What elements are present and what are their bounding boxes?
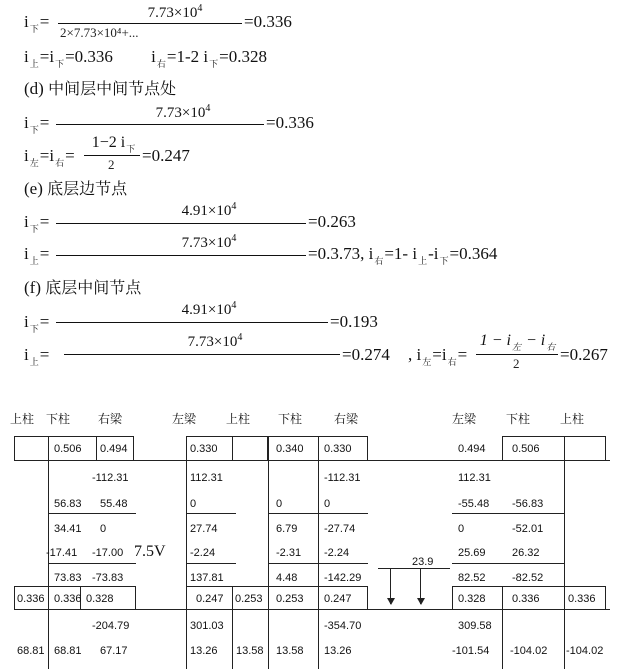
result-8: =0.3.73, $i_右=1-$ $i_上-i_下=0.364$ — [308, 244, 498, 266]
fraction-bar-11 — [64, 354, 340, 355]
divider — [564, 436, 565, 461]
divider — [318, 586, 319, 610]
underline — [48, 563, 136, 564]
end-moment-cell: -82.52 — [512, 572, 544, 584]
redist-cell: -17.41 — [46, 547, 78, 559]
numerator-10: $4.91\times 10^4$ — [181, 300, 237, 318]
underline — [452, 563, 564, 564]
fem-cell: -112.31 — [92, 472, 129, 484]
fem-cell: 301.03 — [190, 620, 224, 632]
column-line — [564, 610, 565, 669]
divider — [48, 436, 49, 461]
end-moment-cell: 4.48 — [276, 572, 298, 584]
dist-cell: 0 — [190, 498, 197, 510]
column-line — [318, 610, 319, 669]
df-cell: 0.330 — [190, 443, 218, 455]
dist-cell: 13.58 — [236, 645, 264, 657]
fraction-bar-1 — [58, 23, 242, 24]
df-cell: 0.253 — [276, 593, 304, 605]
numerator-7: $4.91\times 10^4$ — [181, 201, 237, 219]
df-cell: 0.336 — [568, 593, 596, 605]
divider — [232, 586, 233, 610]
df-cell: 0.336 — [512, 593, 540, 605]
section-f-heading: (f) 底层中间节点 — [24, 278, 142, 297]
load-line — [378, 568, 450, 569]
column-line — [48, 461, 49, 586]
df-cell: 0.328 — [86, 593, 114, 605]
beam-line-bottom — [14, 609, 610, 610]
column-line — [186, 461, 187, 586]
fem-cell: 309.58 — [458, 620, 492, 632]
divider — [268, 586, 269, 610]
divider — [564, 586, 565, 610]
carry-cell: -27.74 — [324, 523, 356, 535]
header-upper-column-3: 上柱 — [560, 412, 585, 426]
df-cell: 0.506 — [512, 443, 540, 455]
df-cell: 0.336 — [17, 593, 45, 605]
formula-line-1: $i_下=$ — [24, 12, 50, 34]
end-moment-cell: -73.83 — [92, 572, 124, 584]
fraction-bar-4 — [56, 124, 264, 125]
formula-line-8: $i_上=$ — [24, 244, 50, 266]
dist-cell: 56.83 — [54, 498, 82, 510]
underline — [48, 513, 136, 514]
divider — [96, 436, 97, 461]
header-lower-column-3: 下柱 — [506, 412, 531, 426]
result-11b: =0.267 — [560, 345, 608, 364]
section-e-heading: (e) 底层边节点 — [24, 179, 128, 198]
result-7: =0.263 — [308, 212, 356, 231]
load-arrow-right — [420, 568, 421, 604]
redist-cell: -2.31 — [276, 547, 302, 559]
load-value: 23.9 — [412, 556, 434, 568]
result-11b-lhs: , $i_左=i_右=$ — [408, 345, 468, 367]
dist-cell: 68.81 — [17, 645, 45, 657]
df-cell: 0.494 — [100, 443, 128, 455]
carry-cell: 34.41 — [54, 523, 82, 535]
divider — [502, 586, 503, 610]
fem-cell: -204.79 — [92, 620, 130, 632]
dist-cell: 0 — [324, 498, 331, 510]
fraction-bar-7 — [56, 223, 306, 224]
denominator-5-cropped: 2 — [108, 157, 115, 172]
column-line — [318, 461, 319, 586]
column-line — [502, 610, 503, 669]
numerator-4: $7.73\times 10^4$ — [155, 103, 211, 121]
formula-line-7: $i_下=$ — [24, 212, 50, 234]
carry-cell: 6.79 — [276, 523, 298, 535]
section-d-heading: (d) 中间层中间节点处 — [24, 79, 177, 98]
carry-cell: -52.01 — [512, 523, 544, 535]
result-5: =0.247 — [142, 146, 190, 165]
divider — [318, 436, 319, 461]
header-right-beam-1: 右梁 — [98, 412, 123, 426]
end-moment-cell: -142.29 — [324, 572, 362, 584]
fem-cell: -112.31 — [324, 472, 361, 484]
dist-cell: 55.48 — [100, 498, 128, 510]
df-cell: 0.247 — [324, 593, 352, 605]
fraction-bar-8 — [56, 255, 306, 256]
dist-cell: 13.26 — [190, 645, 218, 657]
fem-cell: 112.31 — [458, 472, 491, 484]
redist-cell: 25.69 — [458, 547, 486, 559]
column-line — [186, 610, 187, 669]
fraction-bar-10 — [56, 322, 328, 323]
result-1: =0.336 — [244, 12, 292, 31]
column-line — [48, 610, 49, 669]
header-upper-column-2: 上柱 — [226, 412, 251, 426]
header-left-beam-3: 左梁 — [452, 412, 477, 426]
end-moment-cell: 137.81 — [190, 572, 224, 584]
divider — [48, 586, 49, 610]
dist-cell: -55.48 — [458, 498, 490, 510]
header-lower-column-1: 下柱 — [46, 412, 71, 426]
end-moment-cell: 82.52 — [458, 572, 486, 584]
df-cell: 0.253 — [235, 593, 263, 605]
result-4: =0.336 — [266, 113, 314, 132]
formula-line-10: $i_下=$ — [24, 312, 50, 334]
column-line — [268, 610, 269, 669]
header-upper-column-1: 上柱 — [10, 412, 35, 426]
fem-cell: 112.31 — [190, 472, 223, 484]
header-right-beam-2: 右梁 — [334, 412, 359, 426]
beam-line-top — [14, 460, 610, 461]
numerator-5: 1−2 $i_下$ — [91, 134, 136, 154]
df-cell: 0.506 — [54, 443, 82, 455]
dist-cell: -104.02 — [566, 645, 604, 657]
column-line — [268, 461, 269, 586]
column-line — [564, 461, 565, 586]
dist-cell: 0 — [276, 498, 283, 510]
fraction-bar-5 — [84, 155, 140, 156]
carry-cell: 27.74 — [190, 523, 218, 535]
redist-cell: -2.24 — [324, 547, 350, 559]
df-cell: 0.328 — [458, 593, 486, 605]
denominator-11b-cropped: 2 — [513, 356, 520, 371]
formula-line-4: $i_下=$ — [24, 113, 50, 135]
dist-cell: 68.81 — [54, 645, 82, 657]
end-moment-cell: 73.83 — [54, 572, 82, 584]
redist-cell: -17.00 — [92, 547, 124, 559]
denominator-1-cropped: 2×7.73×10⁴+... — [60, 25, 139, 40]
result-11: =0.274 — [342, 345, 390, 364]
df-cell: 0.340 — [276, 443, 304, 455]
dist-cell: 67.17 — [100, 645, 128, 657]
fem-cell: -354.70 — [324, 620, 362, 632]
dist-cell: 13.58 — [276, 645, 304, 657]
df-cell: 0.247 — [196, 593, 224, 605]
column-line — [232, 610, 233, 669]
numerator-11b: $1 - i_左 - i_右$ — [479, 332, 556, 352]
numerator-11: $7.73\times 10^4$ — [187, 332, 243, 350]
df-cell: 0.330 — [324, 443, 352, 455]
underline — [186, 513, 236, 514]
underline — [268, 513, 368, 514]
underline — [452, 513, 564, 514]
formula-line-2: $i_上=i_下=0.336$ $i_右=1-2$ $i_下=0.328$ — [24, 47, 268, 69]
df-cell: 0.494 — [458, 443, 486, 455]
numerator-8: $7.73\times 10^4$ — [181, 233, 237, 251]
dist-cell: -101.54 — [452, 645, 490, 657]
underline — [268, 563, 368, 564]
numerator-1: $7.73\times 10^4$ — [147, 3, 203, 21]
overlay-text: 7.5V — [134, 543, 166, 560]
dist-cell: -104.02 — [510, 645, 548, 657]
carry-cell: 0 — [458, 523, 465, 535]
underline — [186, 563, 236, 564]
redist-cell: -2.24 — [190, 547, 216, 559]
divider — [232, 436, 233, 461]
redist-cell: 26.32 — [512, 547, 540, 559]
result-10: =0.193 — [330, 312, 378, 331]
header-left-beam-2: 左梁 — [172, 412, 197, 426]
dist-cell: 13.26 — [324, 645, 352, 657]
carry-cell: 0 — [100, 523, 107, 535]
formula-line-11: $i_上=$ — [24, 345, 50, 367]
formula-line-5: $i_左=i_右=$ — [24, 146, 75, 168]
load-arrow-left — [390, 568, 391, 604]
fraction-bar-11b — [476, 354, 558, 355]
df-cell: 0.336 — [54, 593, 82, 605]
header-lower-column-2: 下柱 — [278, 412, 303, 426]
dist-cell: -56.83 — [512, 498, 544, 510]
